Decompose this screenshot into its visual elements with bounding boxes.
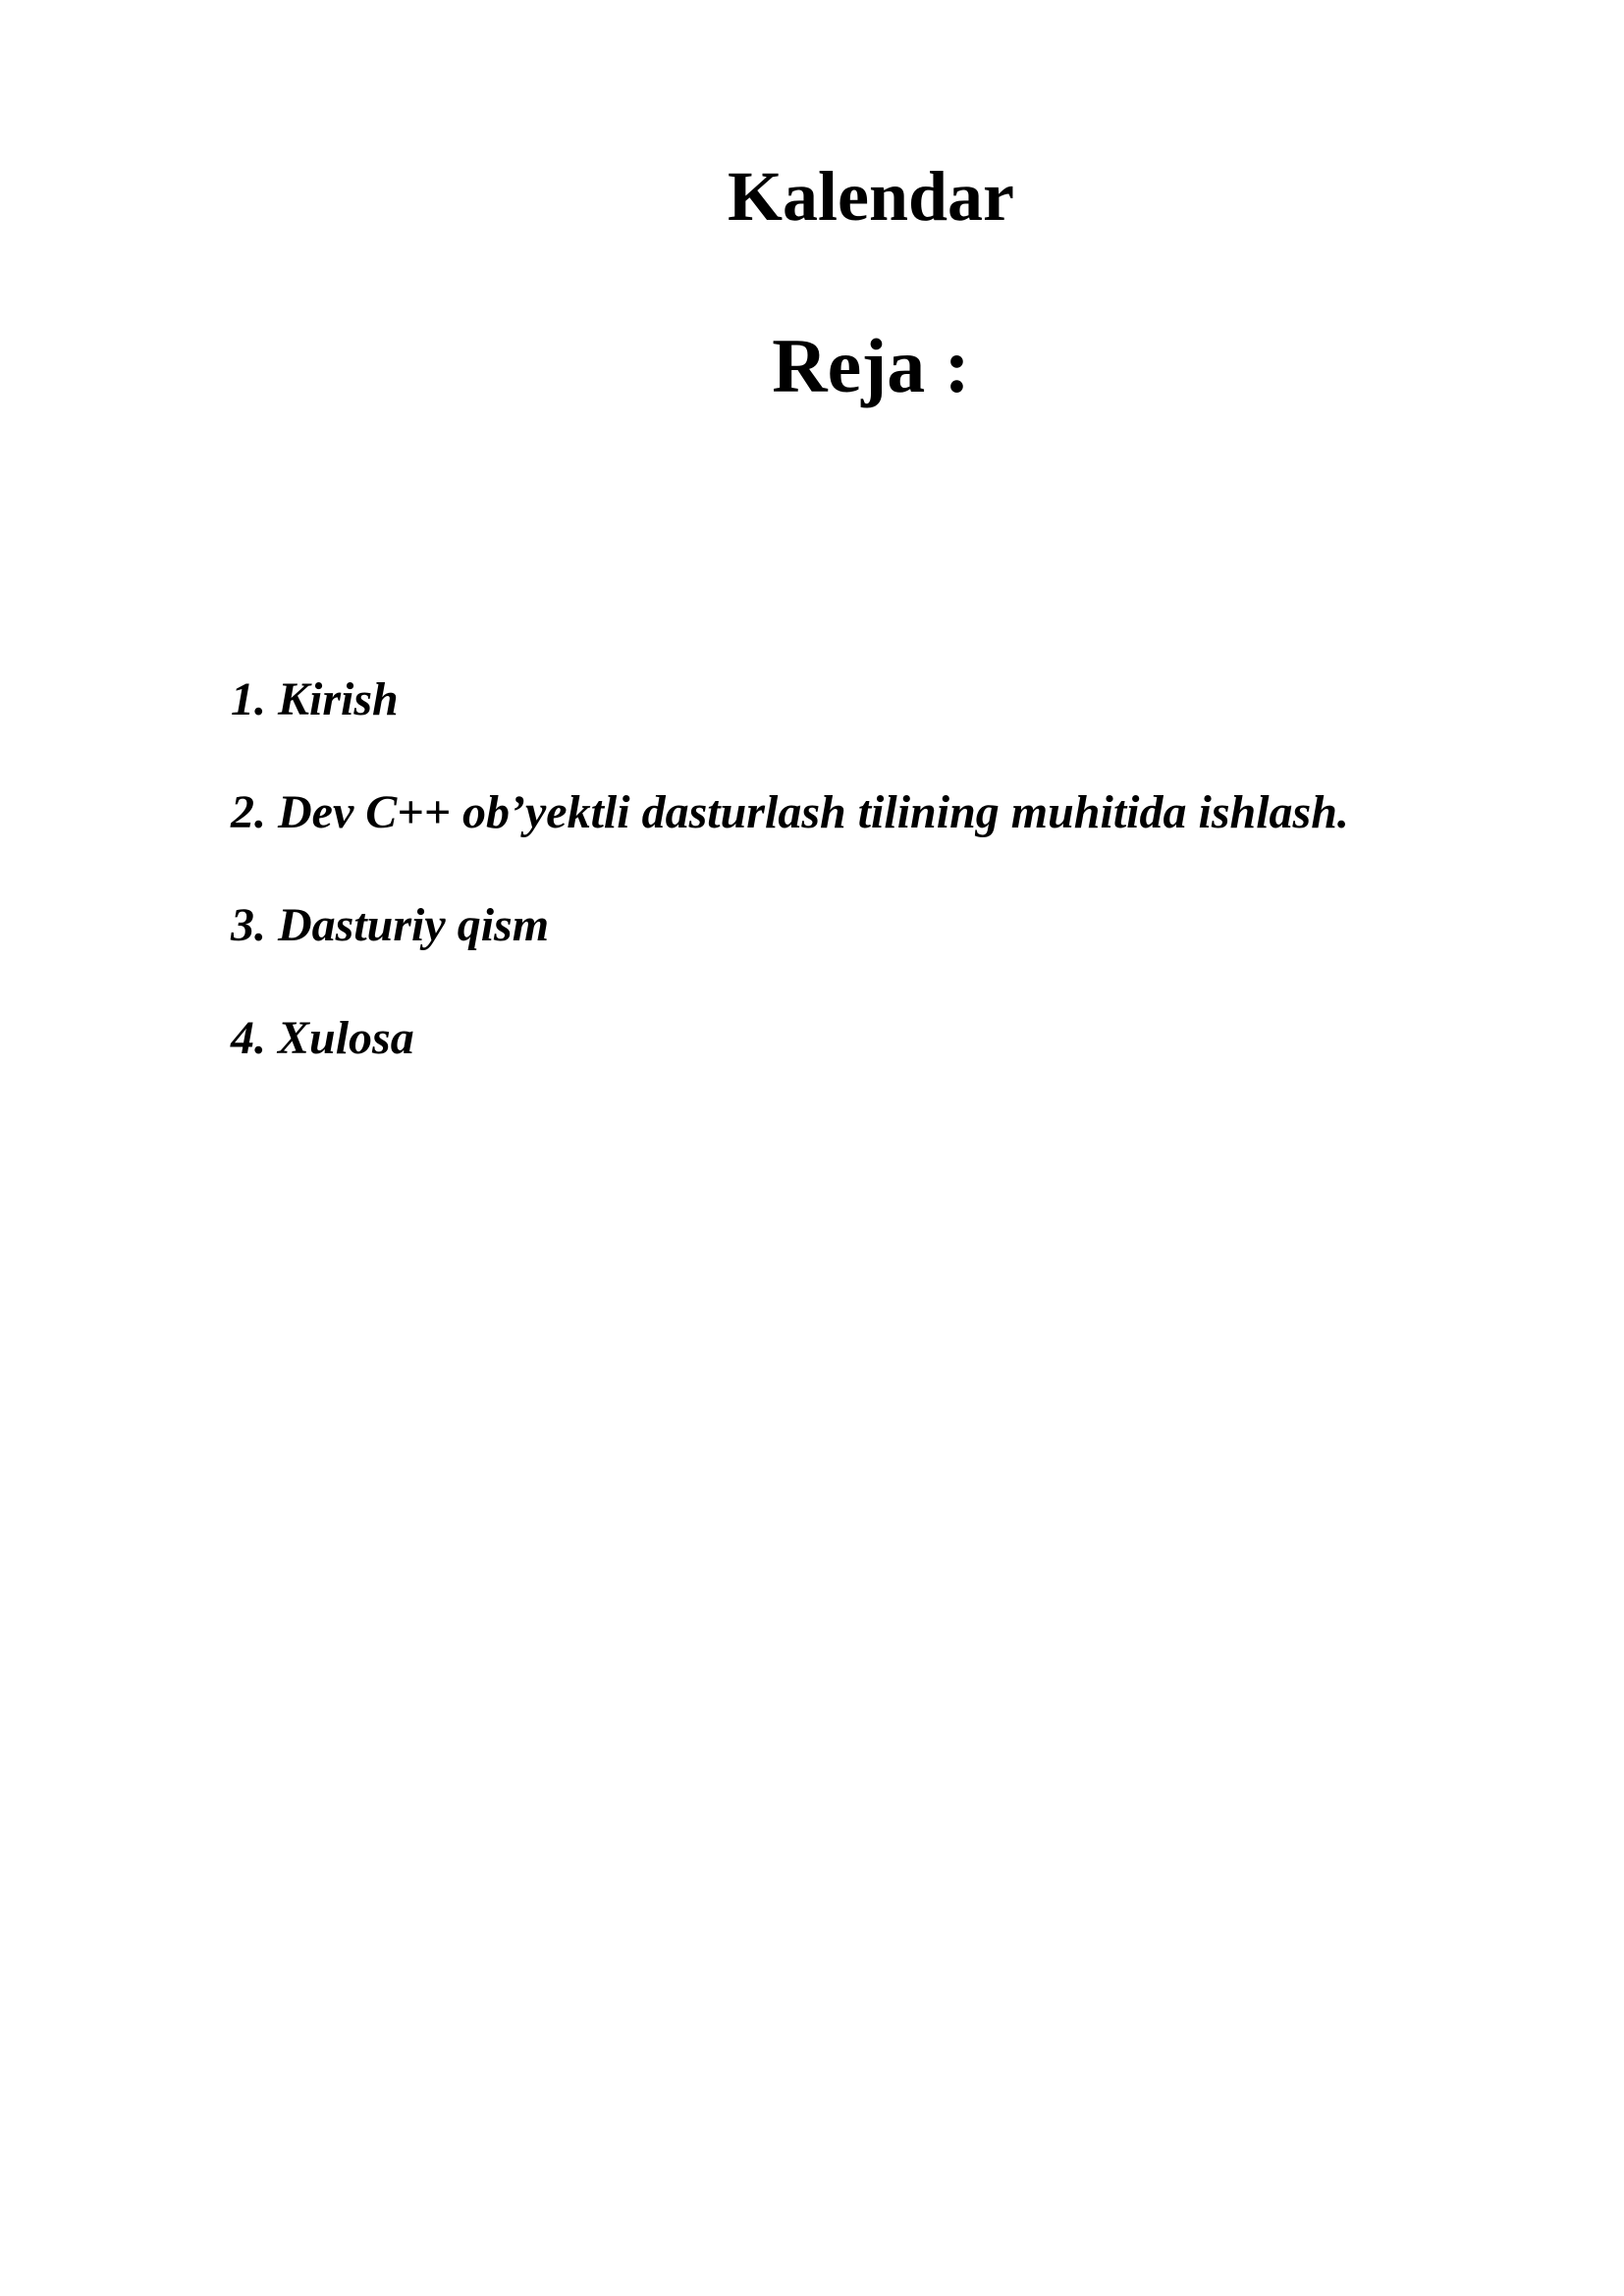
plan-list (231, 670, 1349, 1122)
plan-item-introduction: 1. Kirish (231, 673, 399, 725)
document-title: Kalendar (727, 157, 1014, 236)
plan-heading: Reja : (772, 323, 970, 408)
plan-item-conclusion: 4. Xulosa (231, 1012, 414, 1064)
plan-item-dev-cpp-environment: 2. Dev C++ ob’yektli dasturlash tilining muhitida ishlash. (231, 786, 1349, 838)
plan-item-program-part: 3. Dasturiy qism (231, 899, 550, 951)
